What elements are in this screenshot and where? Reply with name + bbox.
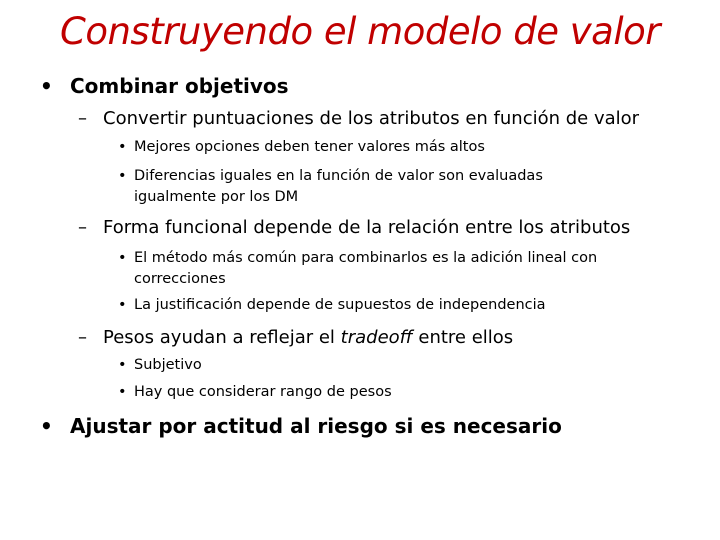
- bullet-text: Forma funcional depende de la relación entre los atributos: [103, 217, 631, 238]
- bullet-marker: •: [118, 139, 127, 155]
- bullet-text-line2: igualmente por los DM: [134, 189, 299, 205]
- bullet-diferencias-iguales: [118, 166, 543, 208]
- bullet-text-line2: correcciones: [134, 271, 226, 287]
- bullet-marker: •: [118, 297, 127, 313]
- bullet-combinar-objetivos: [40, 74, 289, 98]
- bullet-text: Mejores opciones deben tener valores más altos: [134, 139, 485, 155]
- bullet-forma-funcional: [78, 217, 631, 238]
- bullet-pesos-tradeoff: [78, 327, 514, 348]
- bullet-text-italic: tradeoff: [340, 327, 413, 348]
- dash-marker: –: [78, 108, 87, 129]
- bullet-marker: •: [40, 74, 53, 98]
- slide-title: Construyendo el modelo de valor: [60, 10, 660, 53]
- bullet-justificacion: [118, 297, 546, 313]
- bullet-text-line1: Diferencias iguales en la función de valor son evaluadas: [134, 168, 543, 184]
- bullet-text-after: entre ellos: [412, 327, 514, 348]
- bullet-convertir-puntuaciones: [78, 108, 640, 129]
- dash-marker: –: [78, 327, 87, 348]
- bullet-text: Hay que considerar rango de pesos: [134, 384, 392, 400]
- bullet-text: Combinar objetivos: [70, 74, 289, 98]
- bullet-rango-pesos: [118, 384, 392, 400]
- bullet-text: Ajustar por actitud al riesgo si es necesario: [70, 414, 562, 438]
- bullet-text-line1: El método más común para combinarlos es la adición lineal con: [134, 250, 598, 266]
- bullet-text-before: Pesos ayudan a reflejar el: [103, 327, 341, 348]
- bullet-ajustar-riesgo: [40, 414, 562, 438]
- bullet-marker: •: [118, 357, 127, 373]
- dash-marker: –: [78, 217, 87, 238]
- bullet-marker: •: [40, 414, 53, 438]
- bullet-marker: •: [118, 384, 127, 400]
- bullet-marker: •: [118, 250, 127, 266]
- bullet-marker: •: [118, 168, 127, 184]
- bullet-subjetivo: [118, 357, 202, 373]
- bullet-text: Subjetivo: [134, 357, 202, 373]
- bullet-metodo-comun: [118, 248, 598, 290]
- bullet-text: Convertir puntuaciones de los atributos en función de valor: [103, 108, 640, 129]
- bullet-text: La justificación depende de supuestos de independencia: [134, 297, 546, 313]
- bullet-mejores-opciones: [118, 139, 485, 155]
